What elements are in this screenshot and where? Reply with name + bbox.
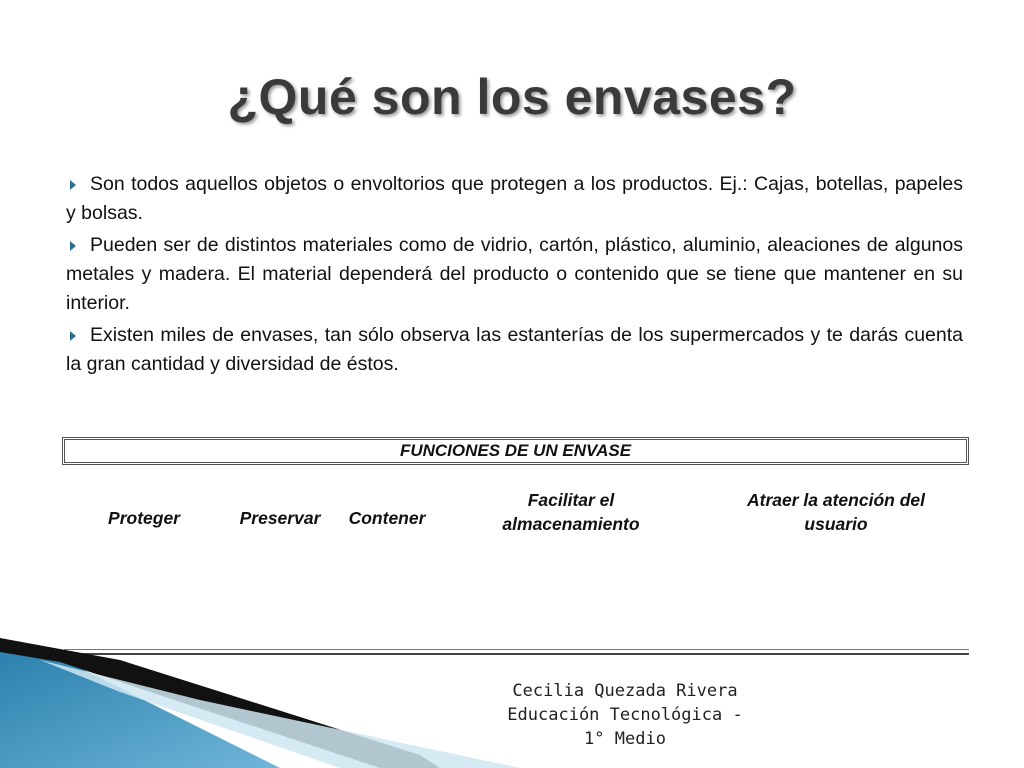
footer-credit	[490, 679, 760, 751]
bullet-arrow-icon	[70, 180, 76, 190]
functions-header-label: FUNCIONES DE UN ENVASE	[399, 441, 632, 460]
bullet-item	[66, 231, 963, 318]
function-proteger: Proteger	[108, 508, 180, 528]
bullet-item	[66, 170, 963, 228]
function-contener: Contener	[348, 508, 426, 528]
bullet-text: Existen miles de envases, tan sólo observa las estanterías de los supermercados y te darás cuenta la gran cantidad y diversidad de éstos.	[66, 324, 963, 375]
slide-title: ¿Qué son los envases?	[227, 69, 797, 125]
function-preservar: Preservar	[239, 508, 321, 528]
function-atraer: Atraer la atención del usuario	[747, 490, 925, 534]
bullet-text: Son todos aquellos objetos o envoltorios que protegen a los productos. Ej.: Cajas, botellas, papeles y bolsas.	[66, 173, 963, 224]
footer-level: 1° Medio	[584, 729, 666, 749]
functions-header	[62, 437, 969, 465]
bullet-text: Pueden ser de distintos materiales como de vidrio, cartón, plástico, aluminio, aleaciones de algunos metales y madera. El material dependerá del producto o contenido que se tiene que mantener en su interior.	[66, 234, 963, 314]
corner-decoration	[0, 630, 560, 768]
footer-author: Cecilia Quezada Rivera	[512, 681, 738, 701]
bullet-arrow-icon	[70, 241, 76, 251]
bullet-item	[66, 321, 963, 379]
bullet-list	[66, 170, 963, 382]
bullet-arrow-icon	[70, 331, 76, 341]
footer-subject: Educación Tecnológica -	[507, 705, 743, 725]
function-facilitar: Facilitar el almacenamiento	[502, 490, 640, 534]
